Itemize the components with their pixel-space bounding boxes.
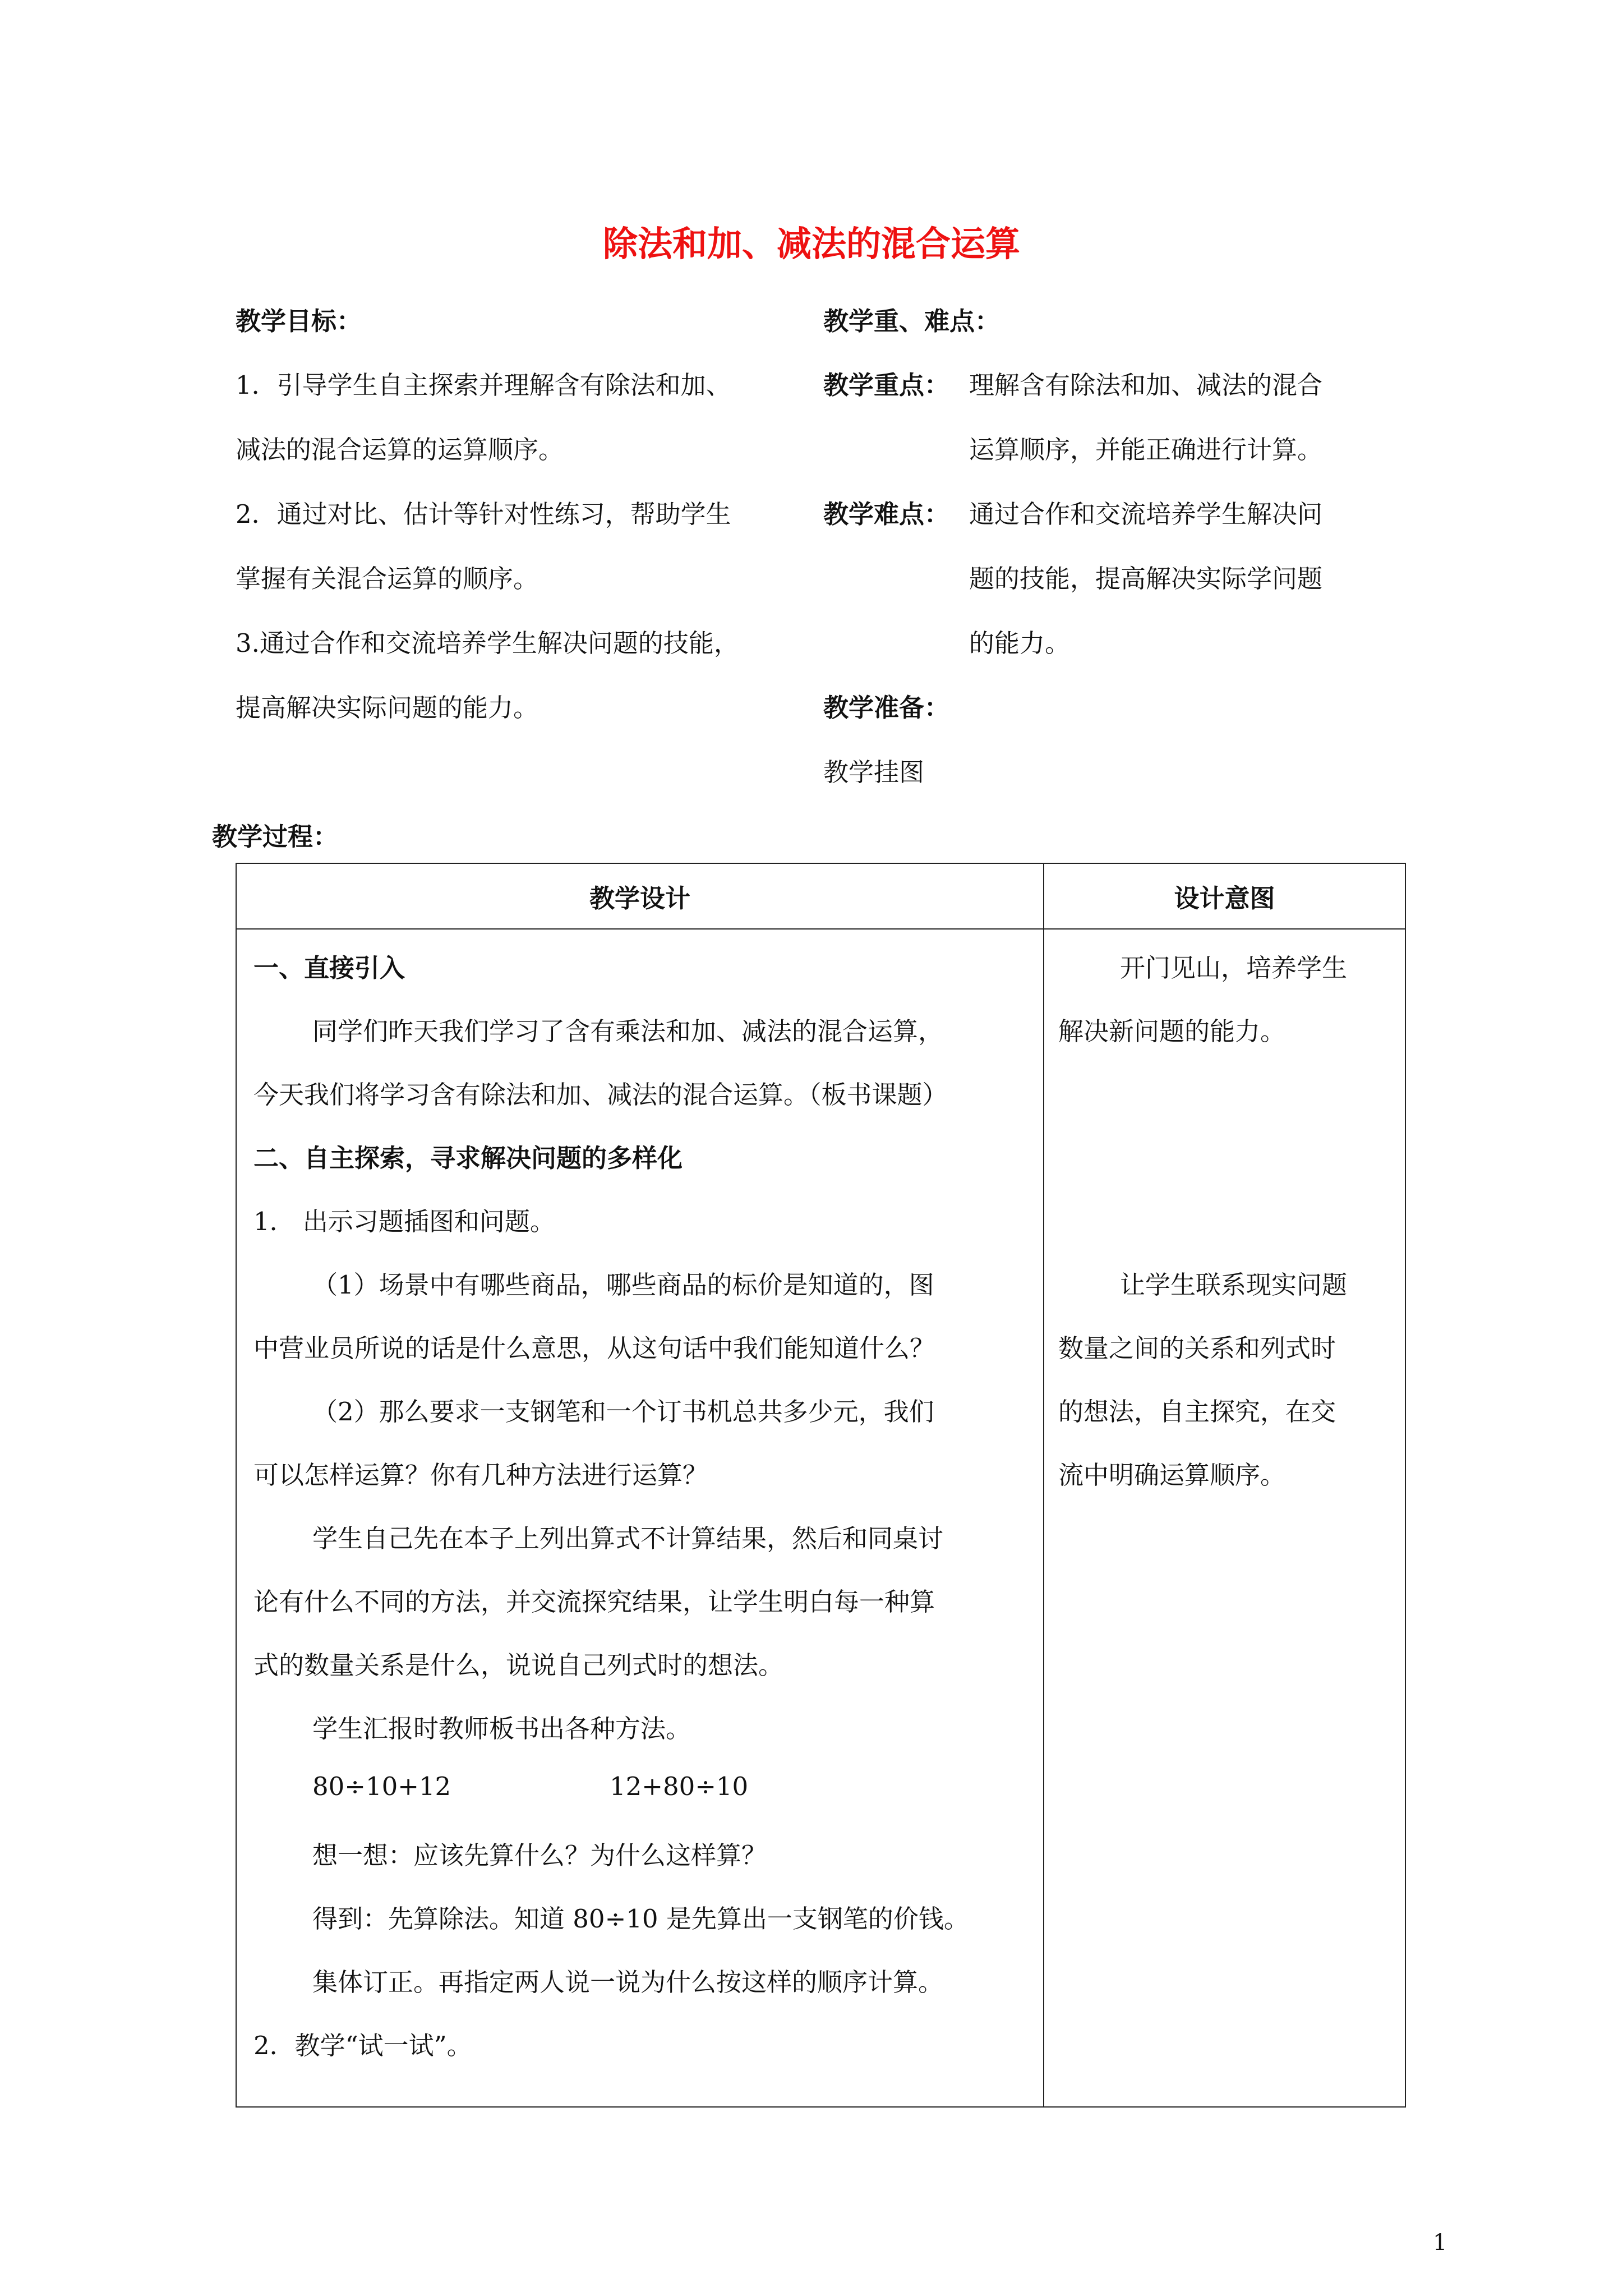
design-line: 中营业员所说的话是什么意思，从这句话中我们能知道什么？ — [253, 1333, 935, 1363]
difficulty-line: 通过合作和交流培养学生解决问 — [969, 499, 1323, 529]
design-line: （2）那么要求一支钢笔和一个订书机总共多少元，我们 — [312, 1397, 934, 1427]
objective-line: 1．引导学生自主探索并理解含有除法和加、 — [236, 370, 731, 400]
intent-line: 的想法，自主探究，在交 — [1058, 1397, 1336, 1427]
formula-1: 80÷10+12 — [312, 1772, 451, 1801]
design-line: 一、直接引入 — [253, 953, 405, 983]
page-number: 1 — [1433, 2230, 1447, 2256]
difficulty-label: 教学难点： — [823, 499, 950, 529]
focus-line: 运算顺序，并能正确进行计算。 — [969, 435, 1323, 464]
objective-line: 2．通过对比、估计等针对性练习，帮助学生 — [236, 499, 731, 529]
design-line: 今天我们将学习含有除法和加、减法的混合运算。（板书课题） — [253, 1080, 948, 1110]
intent-line: 流中明确运算顺序。 — [1058, 1460, 1286, 1490]
design-line: （1）场景中有哪些商品，哪些商品的标价是知道的，图 — [312, 1270, 934, 1300]
design-line: 二、自主探索，寻求解决问题的多样化 — [253, 1143, 683, 1173]
focus-line: 理解含有除法和加、减法的混合 — [969, 370, 1323, 400]
prep-heading: 教学准备： — [823, 693, 950, 723]
design-line: 同学们昨天我们学习了含有乘法和加、减法的混合运算， — [312, 1016, 944, 1046]
difficulty-line: 题的技能，提高解决实际学问题 — [969, 564, 1323, 593]
design-line: 1． 出示习题插图和问题。 — [253, 1207, 555, 1236]
intent-line: 数量之间的关系和列式时 — [1058, 1333, 1336, 1363]
design-line: 式的数量关系是什么，说说自己列式时的想法。 — [253, 1650, 784, 1680]
design-cell — [236, 929, 1044, 2107]
document-title: 除法和加、减法的混合运算 — [602, 223, 1020, 264]
intent-line: 让学生联系现实问题 — [1120, 1270, 1348, 1300]
table-header-row — [236, 863, 1405, 929]
table-row — [236, 929, 1405, 2107]
col-header-intent: 设计意图 — [1044, 863, 1405, 929]
objective-line: 减法的混合运算的运算顺序。 — [236, 435, 564, 464]
objective-line: 掌握有关混合运算的顺序。 — [236, 564, 539, 593]
design-line: 得到：先算除法。知道 80÷10 是先算出一支钢笔的价钱。 — [312, 1904, 969, 1934]
formula-2: 12+80÷10 — [610, 1772, 749, 1801]
design-line: 想一想：应该先算什么？为什么这样算？ — [312, 1841, 767, 1870]
intent-line: 解决新问题的能力。 — [1058, 1016, 1286, 1046]
design-line: 2．教学“试一试”。 — [253, 2031, 472, 2060]
objective-line: 提高解决实际问题的能力。 — [236, 693, 539, 723]
focus-label: 教学重点： — [823, 370, 950, 400]
col-header-design: 教学设计 — [236, 863, 1044, 929]
intent-line: 开门见山，培养学生 — [1120, 953, 1348, 983]
design-line: 可以怎样运算？你有几种方法进行运算？ — [253, 1460, 708, 1490]
intent-cell — [1044, 929, 1405, 2107]
objectives-heading: 教学目标： — [236, 306, 362, 336]
process-heading: 教学过程： — [212, 822, 339, 852]
difficulty-line: 的能力。 — [969, 628, 1071, 658]
design-line: 论有什么不同的方法，并交流探究结果，让学生明白每一种算 — [253, 1587, 935, 1617]
design-line: 集体订正。再指定两人说一说为什么按这样的顺序计算。 — [312, 1967, 944, 1997]
objective-line: 3.通过合作和交流培养学生解决问题的技能， — [236, 628, 739, 658]
design-line: 学生汇报时教师板书出各种方法。 — [312, 1714, 691, 1743]
process-table — [236, 863, 1406, 2108]
key-points-heading: 教学重、难点： — [823, 306, 1000, 336]
design-line: 学生自己先在本子上列出算式不计算结果，然后和同桌讨 — [312, 1524, 944, 1553]
prep-text: 教学挂图 — [823, 757, 925, 787]
